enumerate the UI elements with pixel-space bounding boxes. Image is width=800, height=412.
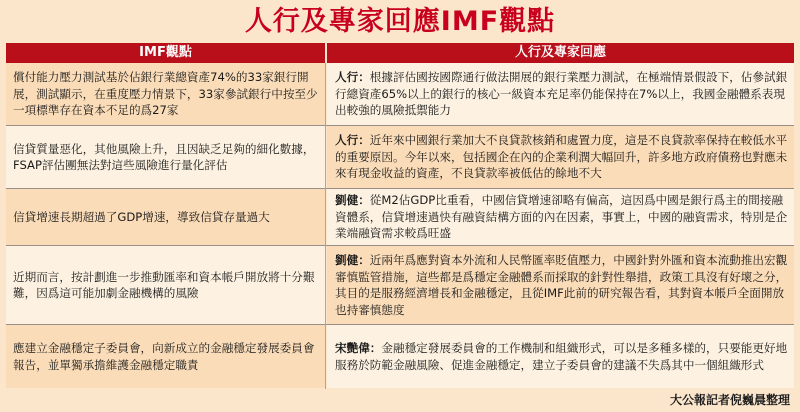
- response-cell: 宋艷偉：金融穩定發展委員會的工作機制和組織形式，可以是多種多樣的，只要能更好地服務於防範金融風險、促進金融穩定，建立子委員會的建議不失爲其中一個組織形式: [327, 325, 794, 388]
- response-cell: 劉健：從M2佔GDP比重看，中國信貸增速卻略有偏高，這因爲中國是銀行爲主的間接融資體系，信貸增速過快有融資結構方面的內在因素，事實上，中國的融資需求，特別是企業端融資需求較爲旺盛: [327, 189, 794, 245]
- column-divider: [325, 63, 326, 389]
- speaker-label: 人行：: [335, 133, 370, 148]
- imf-view-cell: 應建立金融穩定子委員會，向新成立的金融穩定發展委員會報告，並單獨承擔維護金融穩定職責: [6, 325, 325, 388]
- table-row: [6, 189, 794, 245]
- table-row: [6, 126, 794, 188]
- table-row: [6, 63, 794, 125]
- table-row: [6, 325, 794, 388]
- response-cell: 人行：根據評估國按國際通行做法開展的銀行業壓力測試，在極端情景假設下，佔參試銀行總資產65%以上的銀行的核心一級資本充足率仍能保持在7%以上，我國金融體系表現出較強的風險抵禦能力: [327, 63, 794, 125]
- speaker-label: 劉健：: [335, 193, 370, 208]
- header-responses: 人行及專家回應: [327, 43, 794, 63]
- imf-view-cell: 近期而言，按計劃進一步推動匯率和資本帳戶開放將十分艱難，因爲這可能加劇金融機構的風險: [6, 246, 325, 324]
- credit-line: 大公報記者倪巍晨整理: [669, 393, 790, 407]
- speaker-label: 人行：: [335, 70, 370, 85]
- speaker-label: 宋艷偉：: [335, 341, 382, 355]
- table-header: [6, 43, 794, 63]
- speaker-label: 劉健：: [335, 253, 370, 267]
- page-title: 人行及專家回應IMF觀點: [244, 6, 556, 37]
- table-row: [6, 246, 794, 324]
- response-cell: 人行：近年來中國銀行業加大不良貸款核銷和處置力度，這是不良貸款率保持在較低水平的重要原因。今年以來，包括國企在內的企業利潤大幅回升，許多地方政府債務也對應未來有現金收益的資產，不良貸款率被低估的餘地不大: [327, 126, 794, 188]
- imf-view-cell: 信貸質量惡化，其他風險上升，且因缺乏足夠的細化數據，FSAP評估團無法對這些風險進行量化評估: [6, 126, 325, 188]
- response-cell: 劉健：近兩年爲應對資本外流和人民幣匯率貶值壓力，中國針對外匯和資本流動推出宏觀審慎監管措施，這些都是爲穩定金融體系而採取的針對性舉措，政策工具沒有好壞之分，其目的是服務經濟增長和金融穩定，且從IMF此前的研究報告看，其對資本帳戶全面開放也持審慎態度: [327, 246, 794, 324]
- header-imf-view: IMF觀點: [6, 43, 325, 63]
- imf-view-cell: 償付能力壓力測試基於佔銀行業總資產74%的33家銀行開展，測試顯示，在重度壓力情景下，33家參試銀行中按至少一項標準存在資本不足的爲27家: [6, 63, 325, 125]
- imf-view-cell: 信貸增速長期超過了GDP增速，導致信貸存量過大: [6, 189, 325, 245]
